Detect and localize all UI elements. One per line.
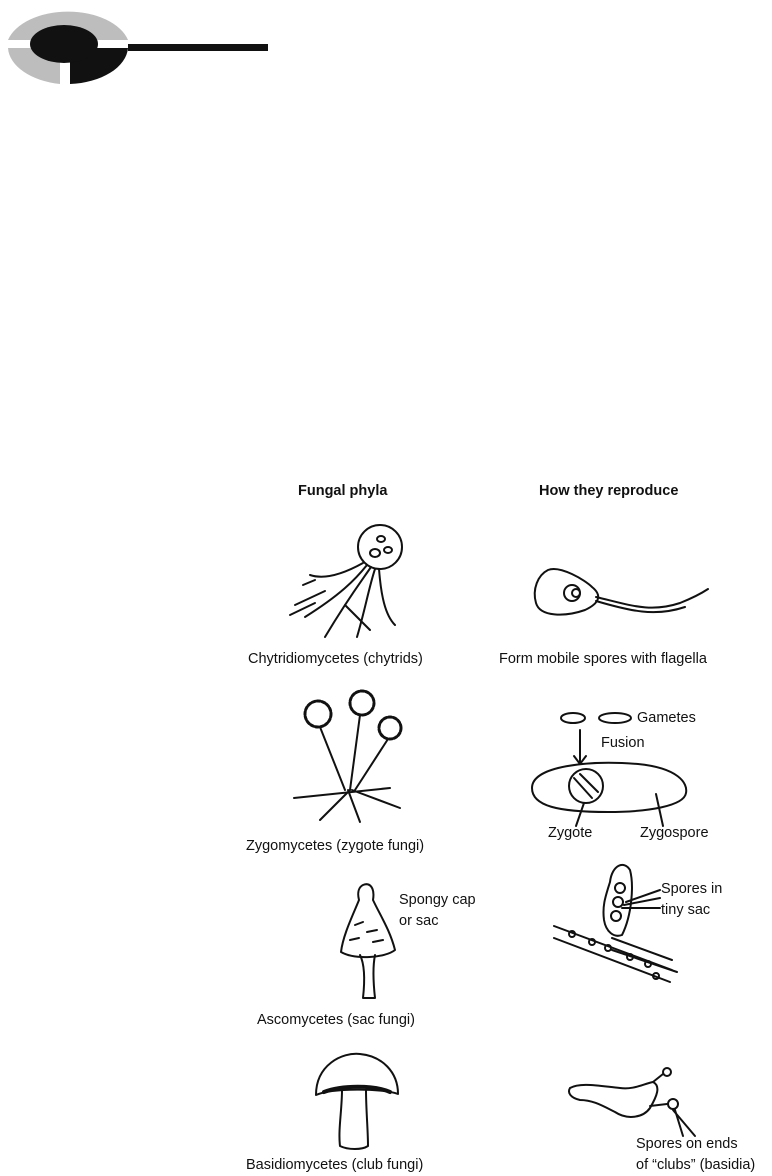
sac-fungus-illustration [335,880,405,1005]
label-zygomycetes: Zygomycetes (zygote fungi) [246,838,425,854]
label-zygote: Zygote [548,825,593,841]
flagellated-spore-illustration [530,565,715,625]
zygote-fungi-illustration [290,690,415,830]
basidia-illustration [565,1068,705,1140]
label-basidiomycetes: Basidiomycetes (club fungi) [246,1157,424,1173]
label-fusion: Fusion [601,735,645,751]
label-spores-on-ends: Spores on ends [636,1136,738,1152]
label-ascomycetes: Ascomycetes (sac fungi) [257,1012,415,1028]
label-chytridiomycetes: Chytridiomycetes (chytrids) [248,651,423,667]
chapter-logo [0,0,272,90]
header-fungal-phyla: Fungal phyla [298,483,388,499]
label-spores-in: Spores in [661,881,723,897]
label-or-sac: or sac [399,913,439,929]
label-of-clubs: of “clubs” (basidia) [636,1157,756,1173]
label-tiny-sac: tiny sac [661,902,711,918]
label-mobile-spores: Form mobile spores with flagella [499,651,707,667]
label-spongy-cap: Spongy cap [399,892,476,908]
chytrid-illustration [285,525,415,645]
label-gametes: Gametes [637,710,696,726]
header-how-they-reproduce: How they reproduce [539,483,679,499]
label-zygospore: Zygospore [640,825,709,841]
mushroom-illustration [312,1050,402,1152]
